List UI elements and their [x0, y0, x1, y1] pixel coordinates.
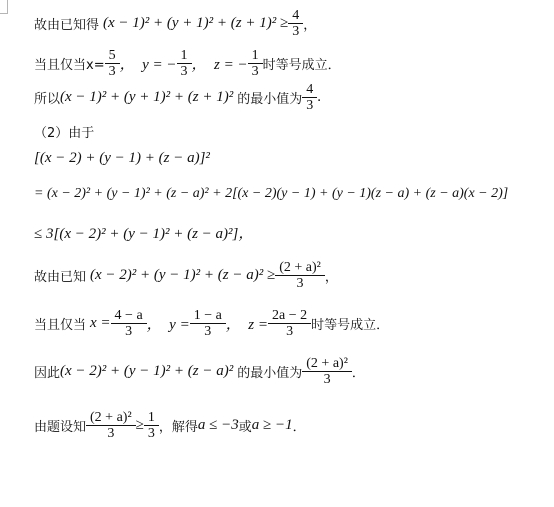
fraction-numerator: (2 + a)²: [90, 410, 132, 425]
line-5: [34, 150, 210, 167]
math-expression: x =: [90, 315, 111, 331]
fraction-denominator: 3: [177, 63, 192, 79]
text: ，: [303, 18, 317, 33]
line-11: [34, 410, 306, 441]
section-label: （2）由于: [34, 126, 95, 141]
math-expression: ≤ 3[(x − 2)² + (y − 1)² + (z − a)²]，: [34, 226, 254, 242]
fraction-denominator: 3: [144, 425, 159, 441]
math-expression: ≥: [135, 417, 144, 433]
math-expression: ， z = −: [191, 57, 248, 73]
line-8: [34, 260, 338, 291]
text: ．: [292, 420, 306, 435]
text: 故由已知: [34, 270, 87, 285]
fraction: [270, 308, 309, 339]
fraction: [250, 48, 261, 79]
math-expression: a ≤ −3: [197, 417, 239, 433]
fraction-denominator: 3: [302, 97, 317, 113]
line-7: [34, 222, 253, 243]
fraction-numerator: (2 + a)²: [306, 356, 348, 371]
text: 当且仅当x=: [34, 58, 105, 73]
fraction: [88, 410, 134, 441]
line-3: [34, 82, 321, 113]
fraction-numerator: (2 + a)²: [279, 260, 321, 275]
math-expression: = (x − 2)² + (y − 1)² + (z − a)² + 2[(x − 2)(y − 1) + (y − 1)(z − a) + (z − a)(x − 2)]: [34, 186, 509, 201]
fraction-denominator: 3: [248, 63, 263, 79]
fraction-denominator: 3: [268, 323, 311, 339]
fraction: [277, 260, 323, 291]
math-expression: ， y =: [146, 317, 190, 333]
text: 故由已知得: [34, 18, 100, 33]
math-expression: (x − 1)² + (y + 1)² + (z + 1)²: [60, 89, 234, 105]
fraction: [304, 356, 350, 387]
line-2: [34, 48, 341, 79]
corner-frame-horizontal: [0, 13, 8, 14]
text: 因此: [34, 366, 61, 381]
fraction-numerator: 1: [180, 48, 188, 63]
fraction-denominator: 3: [275, 275, 325, 291]
text: ，: [324, 270, 338, 285]
fraction-numerator: 1: [251, 48, 259, 63]
line-1: [34, 8, 316, 39]
line-6: [34, 186, 508, 202]
text: 的最小值为: [237, 366, 303, 381]
fraction: [192, 308, 224, 339]
text: 时等号成立．: [262, 58, 341, 73]
math-expression: a ≥ −1: [251, 417, 293, 433]
fraction-denominator: 3: [111, 323, 147, 339]
fraction: [304, 82, 315, 113]
fraction: [107, 48, 118, 79]
fraction: [113, 308, 145, 339]
line-9: [34, 308, 389, 339]
fraction-numerator: 4: [306, 82, 314, 97]
corner-frame-vertical: [7, 0, 8, 14]
fraction-numerator: 4 − a: [114, 308, 143, 323]
line-10: [34, 356, 365, 387]
fraction: [179, 48, 190, 79]
text: 由题设知: [34, 420, 87, 435]
fraction-denominator: 3: [190, 323, 226, 339]
math-expression: ， y = −: [119, 57, 177, 73]
text: 的最小值为: [237, 92, 303, 107]
text: .: [317, 89, 322, 105]
fraction-numerator: 1 − a: [193, 308, 222, 323]
fraction-numerator: 1: [147, 410, 155, 425]
line-4: [34, 122, 94, 141]
math-expression: ， z =: [225, 317, 269, 333]
text: ，解得: [158, 420, 198, 435]
text: 当且仅当: [34, 318, 87, 333]
text: ．: [351, 366, 365, 381]
fraction-numerator: 5: [108, 48, 116, 63]
math-expression: (x − 1)² + (y + 1)² + (z + 1)² ≥: [103, 15, 289, 31]
math-expression: [(x − 2) + (y − 1) + (z − a)]²: [34, 150, 210, 166]
text: 或: [238, 420, 252, 435]
text: 所以: [34, 92, 61, 107]
fraction-denominator: 3: [105, 63, 120, 79]
fraction: [146, 410, 157, 441]
fraction-denominator: 3: [86, 425, 136, 441]
text: 时等号成立．: [311, 318, 390, 333]
fraction-numerator: 4: [292, 8, 300, 23]
fraction-denominator: 3: [302, 371, 352, 387]
math-expression: (x − 2)² + (y − 1)² + (z − a)² ≥: [90, 267, 276, 283]
fraction: [290, 8, 301, 39]
math-expression: (x − 2)² + (y − 1)² + (z − a)²: [60, 363, 234, 379]
fraction-denominator: 3: [288, 23, 303, 39]
fraction-numerator: 2a − 2: [272, 308, 308, 323]
